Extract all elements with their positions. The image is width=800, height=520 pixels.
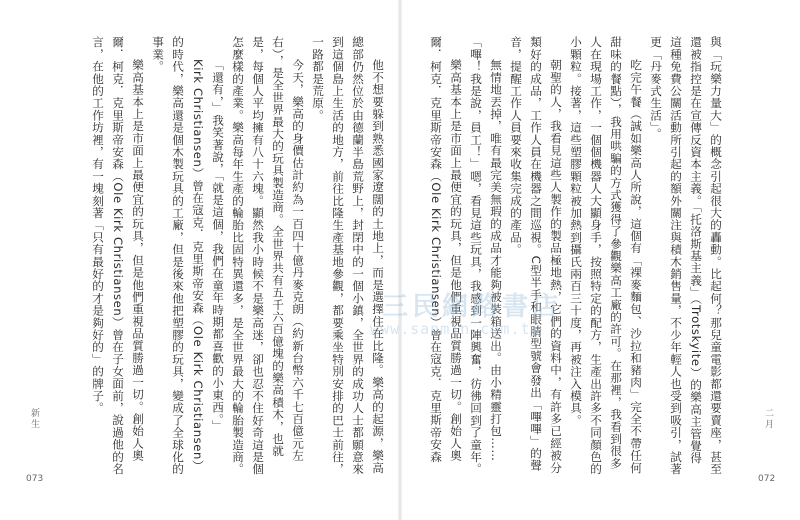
paragraph: 他不想要躲到熟悉國家遼闊的土地上，而是選擇住在比隆。樂高的起源，樂高總部仍然位於由德蘭半島荒野上，封閉中的一個小鎮，全世界的成功人士都願意來到這個島上生活的地方，前往比隆生產基地參觀，都要乘坐特別安排的巴士前往，一路都是荒原。	[311, 36, 385, 476]
paragraph: Kirk Christiansen）曾在寇克．克里斯帝安森（Ole Kirk Christiansen）的時代，樂高還是個木製玩具的工廠，但是後來他把塑膠的玩具，變成了全球化的事業。	[151, 36, 205, 476]
page-number: 072	[758, 474, 776, 484]
right-page-text	[426, 36, 726, 476]
paragraph: 朝聖的人，我看見這些人製作的製品極地熱，它們的資料中，有許多已經被分類好的成品，工作人員在機器之間巡視。C型半手和眼腈型號會發出「嗶嗶」的聲音，提醒工作人員要來收集完成的產品。	[509, 36, 563, 474]
paragraph: 樂高基本上是市面上最便宜的玩具，但是他們重視品質勝過一切。創始人奧爾．柯克．克里斯帝安森（Ole Kirk Christiansen）曾在寇克．克里斯帝安森	[429, 36, 463, 463]
paragraph: 吃完午餐（誠如樂高人所說，這個有「裸麥麵包、沙拉和豬肉」完全不帶任何甜味的餐點），我用哄騙的方式獲得了參觀樂高工廠的許可。在那裡，我看到很多人在現場工作，一個個機器人大顯身手，按照特定的配方，生產出許多不同顏色的小顆粒。接著，這些塑膠顆粒被加熱到攝氏兩百三十度，再被注入模具。	[569, 36, 643, 476]
paragraph: 「還有，」我笑著說，「就是這個，我們在童年時期都喜歡的小東西。」	[211, 59, 225, 433]
watermark-text: 三民網路書店	[382, 292, 563, 322]
paragraph: 今天，樂高的身價估計約為一百四十億丹麥克朗（約新台幣六千七百億元左右），是全世界最大的玩具製造商。全世界共有五千六百億塊的樂高積木，也就是，每個人平均擁有八十六塊。顯然我小時候不是樂高迷，卻也忍不住好奇這是個怎麼樣的產業。樂高每年生產的輪胎比固特異還多，是全世界最大的輪胎製造商。	[231, 36, 305, 476]
left-page-text	[88, 36, 388, 476]
running-head: 二月	[763, 408, 773, 430]
watermark-url: www.sanmin.com.tw	[370, 320, 541, 338]
paragraph: 無情地丟掉，唯有最完美無瑕的成品才能夠被裝箱送出。由小精靈打包……「嗶！我是說，員工！」嗯，看見這些玩具，我感到一陣興奮，彷彿回到了童年。	[469, 36, 503, 476]
paragraph: 與「玩樂力量大」的概念引起很大的轟動。比起何？那兒童電影都還要賣座，甚至還被指控是在宣傳反資本主義。「托洛斯基主義」（Trotskyite）的樂高主管覺得這種免費公關活動所引起的額外關注與積木銷售量，不少年輕人也受到吸引，試著更「丹麥式生活」。	[649, 36, 723, 476]
right-page	[402, 0, 800, 520]
left-page	[0, 0, 398, 520]
page-number: 073	[26, 474, 44, 484]
paragraph: 樂高基本上是市面上最便宜的玩具，但是他們重視品質勝過一切。創始人奧爾．柯克．克里斯帝安森（Ole Kirk Christiansen）曾在子女面前，說過他的名言，在他的工作坊裡，有一塊刻著「只有最好的才是夠好的」的牌子。	[91, 36, 145, 475]
running-head: 新生	[29, 408, 39, 430]
